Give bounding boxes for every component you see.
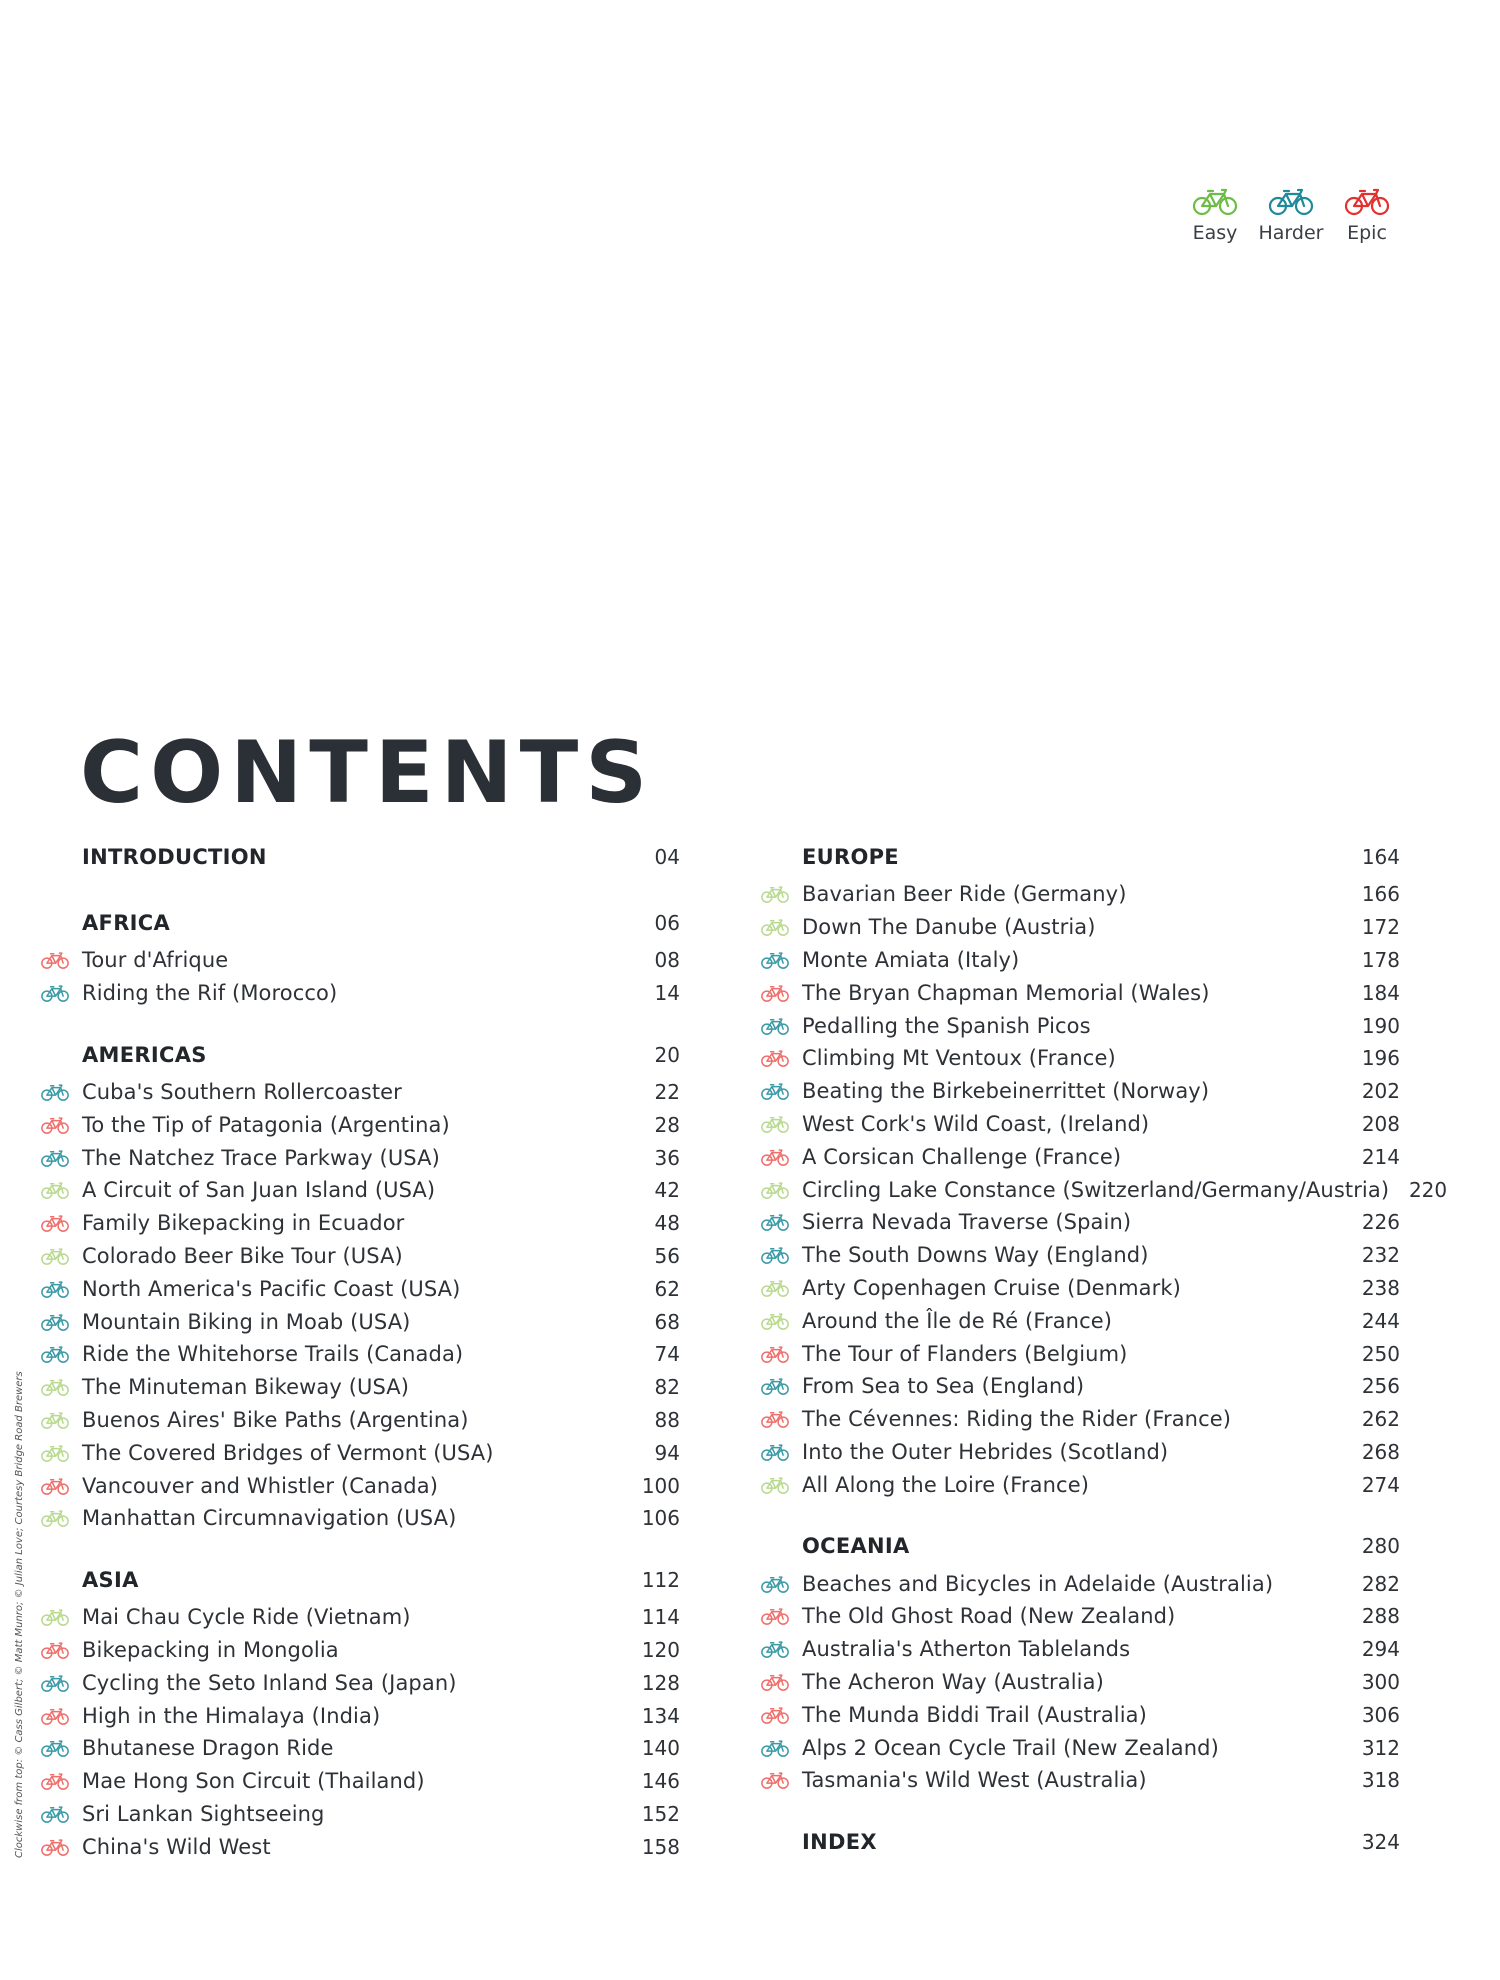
legend-label: Easy	[1192, 222, 1238, 244]
page-number: 226	[1361, 1210, 1400, 1235]
page-number: 214	[1361, 1144, 1400, 1169]
toc-entry[interactable]	[40, 1502, 680, 1535]
easy-bike-icon	[760, 884, 790, 904]
entry-title: Family Bikepacking in Ecuador	[82, 1211, 405, 1236]
page-number: 04	[654, 845, 680, 869]
page-number: 48	[654, 1211, 680, 1236]
toc-entry[interactable]	[760, 1666, 1400, 1699]
toc-entry[interactable]	[760, 1764, 1400, 1797]
section-heading[interactable]	[760, 845, 1400, 878]
entry-title: West Cork's Wild Coast, (Ireland)	[802, 1111, 1150, 1136]
section-title: ASIA	[82, 1567, 139, 1592]
easy-bike-icon	[40, 1607, 70, 1627]
entry-title: High in the Himalaya (India)	[82, 1703, 381, 1728]
toc-entry[interactable]	[760, 911, 1400, 944]
difficulty-legend	[1178, 186, 1404, 256]
toc-section	[760, 1534, 1400, 1797]
epic-bike-icon	[760, 1672, 790, 1692]
page-number: 146	[641, 1769, 680, 1794]
section-heading[interactable]	[760, 1534, 1400, 1567]
epic-bike-icon	[760, 1606, 790, 1626]
toc-entry[interactable]	[760, 1304, 1400, 1337]
section-heading[interactable]	[760, 1830, 1400, 1863]
legend-harder	[1254, 186, 1328, 256]
entry-title: The Bryan Chapman Memorial (Wales)	[802, 980, 1210, 1005]
entry-title: To the Tip of Patagonia (Argentina)	[82, 1112, 450, 1137]
entry-title: Sierra Nevada Traverse (Spain)	[802, 1210, 1132, 1235]
toc-entry[interactable]	[40, 1469, 680, 1502]
entry-title: Cuba's Southern Rollercoaster	[82, 1079, 402, 1104]
entry-title: The Acheron Way (Australia)	[802, 1669, 1104, 1694]
entry-title: Pedalling the Spanish Picos	[802, 1013, 1091, 1038]
legend-epic	[1330, 186, 1404, 256]
toc-entry[interactable]	[40, 1699, 680, 1732]
entry-title: Tour d'Afrique	[82, 948, 229, 973]
harder-bike-icon	[760, 1639, 790, 1659]
toc-entry[interactable]	[40, 1272, 680, 1305]
easy-bike-icon	[760, 1180, 790, 1200]
toc-entry[interactable]	[40, 1666, 680, 1699]
toc-section	[760, 1830, 1400, 1863]
harder-bike-icon	[760, 950, 790, 970]
page-number: 100	[641, 1473, 680, 1498]
toc-section	[40, 1568, 680, 1863]
entry-title: The South Downs Way (England)	[802, 1243, 1149, 1268]
page-number: 06	[654, 911, 680, 935]
entry-title: The Natchez Trace Parkway (USA)	[82, 1145, 440, 1170]
section-title: INDEX	[802, 1829, 877, 1854]
harder-bike-icon	[40, 983, 70, 1003]
epic-bike-icon	[40, 1213, 70, 1233]
toc-entry[interactable]	[760, 1140, 1400, 1173]
harder-bike-icon	[760, 1212, 790, 1232]
easy-bike-icon	[40, 1246, 70, 1266]
entry-title: The Covered Bridges of Vermont (USA)	[82, 1440, 494, 1465]
page-number: 256	[1361, 1374, 1400, 1399]
toc-entry[interactable]	[760, 944, 1400, 977]
page-number: 250	[1361, 1341, 1400, 1366]
page-number: 112	[641, 1567, 680, 1592]
page-number: 244	[1361, 1308, 1400, 1333]
photo-credit: Clockwise from top: © Cass Gilbert; © Matt Munro; © Julian Love; Courtesy Bridge Road Brewers	[14, 1371, 25, 1858]
toc-entry[interactable]	[40, 1601, 680, 1634]
toc-entry[interactable]	[760, 1173, 1448, 1206]
page-number: 22	[654, 1079, 680, 1104]
legend-label: Harder	[1258, 222, 1324, 244]
page-number: 268	[1361, 1439, 1400, 1464]
section-heading[interactable]	[40, 911, 680, 944]
toc-entry[interactable]	[760, 1042, 1400, 1075]
harder-bike-icon	[760, 1081, 790, 1101]
easy-bike-icon	[40, 1410, 70, 1430]
page-number: 88	[654, 1407, 680, 1432]
toc-section	[760, 845, 1448, 1501]
entry-title: A Circuit of San Juan Island (USA)	[82, 1178, 436, 1203]
section-title: EUROPE	[802, 845, 899, 869]
harder-bike-icon	[760, 1245, 790, 1265]
page-number: 294	[1361, 1637, 1400, 1662]
toc-section	[40, 845, 680, 878]
entry-title: Monte Amiata (Italy)	[802, 947, 1020, 972]
toc-entry[interactable]	[40, 1404, 680, 1437]
entry-title: Mai Chau Cycle Ride (Vietnam)	[82, 1605, 411, 1630]
toc-entry[interactable]	[760, 976, 1400, 1009]
entry-title: Sri Lankan Sightseeing	[82, 1801, 325, 1826]
section-title: OCEANIA	[802, 1534, 910, 1559]
harder-bike-icon	[760, 1442, 790, 1462]
entry-title: Around the Île de Ré (France)	[802, 1308, 1113, 1333]
toc-entry[interactable]	[40, 1732, 680, 1765]
page-number: 164	[1361, 845, 1400, 869]
epic-bike-icon	[760, 1705, 790, 1725]
entry-title: Riding the Rif (Morocco)	[82, 981, 338, 1006]
easy-bike-icon	[760, 1278, 790, 1298]
entry-title: The Tour of Flanders (Belgium)	[802, 1341, 1128, 1366]
entry-title: Beating the Birkebeinerrittet (Norway)	[802, 1079, 1210, 1104]
epic-bike-icon	[40, 1476, 70, 1496]
page-number: 114	[641, 1605, 680, 1630]
section-title: AFRICA	[82, 911, 171, 935]
page-number: 74	[654, 1342, 680, 1367]
epic-bike-icon	[760, 1147, 790, 1167]
legend-easy	[1178, 186, 1252, 256]
page-number: 134	[641, 1703, 680, 1728]
toc-entry[interactable]	[40, 1174, 680, 1207]
page-number: 306	[1361, 1702, 1400, 1727]
epic-bike-icon	[760, 1344, 790, 1364]
harder-bike-icon	[760, 1738, 790, 1758]
easy-bike-icon	[40, 1377, 70, 1397]
epic-bike-icon	[40, 1771, 70, 1791]
epic-bike-icon	[760, 1409, 790, 1429]
section-heading[interactable]	[40, 845, 680, 878]
easy-bike-icon	[760, 1114, 790, 1134]
contents-column-left	[40, 845, 680, 1896]
legend-label: Epic	[1347, 222, 1387, 244]
epic-bike-icon	[40, 950, 70, 970]
entry-title: Manhattan Circumnavigation (USA)	[82, 1506, 457, 1531]
entry-title: Climbing Mt Ventoux (France)	[802, 1046, 1116, 1071]
page-number: 178	[1361, 947, 1400, 972]
entry-title: Mae Hong Son Circuit (Thailand)	[82, 1769, 425, 1794]
toc-entry[interactable]	[760, 1009, 1400, 1042]
toc-entry[interactable]	[760, 1239, 1400, 1272]
page-number: 282	[1361, 1571, 1400, 1596]
page-number: 158	[641, 1834, 680, 1859]
entry-title: Cycling the Seto Inland Sea (Japan)	[82, 1670, 457, 1695]
toc-entry[interactable]	[40, 1338, 680, 1371]
page-number: 166	[1361, 882, 1400, 907]
toc-entry[interactable]	[760, 1075, 1400, 1108]
epic-bike-icon	[40, 1115, 70, 1135]
entry-title: Circling Lake Constance (Switzerland/Germany/Austria)	[802, 1177, 1390, 1202]
epic-bike-icon	[40, 1640, 70, 1660]
page-number: 262	[1361, 1407, 1400, 1432]
toc-entry[interactable]	[40, 1634, 680, 1667]
harder-bike-icon	[40, 1673, 70, 1693]
toc-entry[interactable]	[40, 1830, 680, 1863]
toc-entry[interactable]	[760, 1698, 1400, 1731]
harder-bike-icon	[40, 1738, 70, 1758]
harder-bike-icon	[40, 1312, 70, 1332]
toc-entry[interactable]	[760, 1633, 1400, 1666]
entry-title: Tasmania's Wild West (Australia)	[802, 1768, 1147, 1793]
easy-bike-icon	[760, 1311, 790, 1331]
page-number: 288	[1361, 1604, 1400, 1629]
epic-bike-icon	[40, 1706, 70, 1726]
page-number: 42	[654, 1178, 680, 1203]
toc-entry[interactable]	[40, 977, 680, 1010]
toc-entry[interactable]	[40, 1305, 680, 1338]
page-number: 220	[1408, 1177, 1448, 1202]
toc-entry[interactable]	[760, 878, 1400, 911]
page-number: 196	[1361, 1046, 1400, 1071]
toc-entry[interactable]	[760, 1567, 1400, 1600]
contents-column-right	[760, 845, 1448, 1896]
entry-title: The Cévennes: Riding the Rider (France)	[802, 1407, 1232, 1432]
epic-bike-icon	[760, 1770, 790, 1790]
harder-bike-icon	[40, 1148, 70, 1168]
harder-bike-icon	[40, 1279, 70, 1299]
page-number: 56	[654, 1243, 680, 1268]
toc-entry[interactable]	[40, 1765, 680, 1798]
entry-title: From Sea to Sea (England)	[802, 1374, 1085, 1399]
entry-title: Alps 2 Ocean Cycle Trail (New Zealand)	[802, 1735, 1219, 1760]
easy-bike-icon	[40, 1443, 70, 1463]
page-number: 324	[1361, 1829, 1400, 1854]
entry-title: Bavarian Beer Ride (Germany)	[802, 882, 1127, 907]
toc-entry[interactable]	[760, 1468, 1400, 1501]
entry-title: Bikepacking in Mongolia	[82, 1637, 339, 1662]
harder-bike-icon	[40, 1804, 70, 1824]
entry-title: Beaches and Bicycles in Adelaide (Australia)	[802, 1571, 1274, 1596]
page-number: 82	[654, 1375, 680, 1400]
page-number: 208	[1361, 1111, 1400, 1136]
entry-title: Australia's Atherton Tablelands	[802, 1637, 1131, 1662]
page-number: 312	[1361, 1735, 1400, 1760]
page-number: 08	[654, 948, 680, 973]
section-title: INTRODUCTION	[82, 845, 267, 869]
toc-entry[interactable]	[40, 1141, 680, 1174]
toc-entry[interactable]	[40, 1798, 680, 1831]
page-number: 68	[654, 1309, 680, 1334]
toc-entry[interactable]	[760, 1731, 1400, 1764]
page-number: 300	[1361, 1669, 1400, 1694]
easy-bike-icon	[760, 1475, 790, 1495]
page-number: 184	[1361, 980, 1400, 1005]
easy-bike-icon	[40, 1508, 70, 1528]
harder-bike-icon	[760, 1016, 790, 1036]
toc-entry[interactable]	[760, 1206, 1400, 1239]
entry-title: Down The Danube (Austria)	[802, 915, 1096, 940]
page-number: 128	[641, 1670, 680, 1695]
page-number: 120	[641, 1637, 680, 1662]
toc-entry[interactable]	[40, 1207, 680, 1240]
page-number: 280	[1361, 1534, 1400, 1559]
entry-title: North America's Pacific Coast (USA)	[82, 1276, 461, 1301]
toc-entry[interactable]	[40, 1240, 680, 1273]
page-number: 14	[654, 981, 680, 1006]
toc-entry[interactable]	[760, 1337, 1400, 1370]
section-heading[interactable]	[40, 1568, 680, 1601]
harder-bike-icon	[40, 1082, 70, 1102]
toc-entry[interactable]	[760, 1403, 1400, 1436]
entry-title: Ride the Whitehorse Trails (Canada)	[82, 1342, 464, 1367]
bike-icon	[1267, 186, 1315, 216]
harder-bike-icon	[760, 1376, 790, 1396]
page-number: 172	[1361, 915, 1400, 940]
page-number: 36	[654, 1145, 680, 1170]
page-number: 106	[641, 1506, 680, 1531]
entry-title: The Old Ghost Road (New Zealand)	[802, 1604, 1176, 1629]
page-number: 202	[1361, 1079, 1400, 1104]
entry-title: Colorado Beer Bike Tour (USA)	[82, 1243, 403, 1268]
entry-title: Vancouver and Whistler (Canada)	[82, 1473, 438, 1498]
page-number: 274	[1361, 1472, 1400, 1497]
entry-title: China's Wild West	[82, 1834, 271, 1859]
toc-entry[interactable]	[40, 1436, 680, 1469]
toc-entry[interactable]	[40, 1108, 680, 1141]
entry-title: Arty Copenhagen Cruise (Denmark)	[802, 1275, 1181, 1300]
page-number: 190	[1361, 1013, 1400, 1038]
harder-bike-icon	[40, 1344, 70, 1364]
toc-entry[interactable]	[760, 1600, 1400, 1633]
page-title: CONTENTS	[80, 723, 655, 823]
toc-section	[40, 1043, 680, 1535]
toc-entry[interactable]	[760, 1370, 1400, 1403]
entry-title: Buenos Aires' Bike Paths (Argentina)	[82, 1407, 469, 1432]
harder-bike-icon	[760, 1574, 790, 1594]
toc-entry[interactable]	[40, 944, 680, 977]
page-number: 28	[654, 1112, 680, 1137]
toc-entry[interactable]	[40, 1076, 680, 1109]
page-number: 20	[654, 1042, 680, 1067]
toc-entry[interactable]	[760, 1108, 1400, 1141]
entry-title: Bhutanese Dragon Ride	[82, 1736, 334, 1761]
easy-bike-icon	[40, 1180, 70, 1200]
entry-title: All Along the Loire (France)	[802, 1472, 1090, 1497]
page-number: 94	[654, 1440, 680, 1465]
entry-title: Mountain Biking in Moab (USA)	[82, 1309, 411, 1334]
epic-bike-icon	[40, 1837, 70, 1857]
page-number: 318	[1361, 1768, 1400, 1793]
easy-bike-icon	[760, 917, 790, 937]
toc-entry[interactable]	[40, 1371, 680, 1404]
entry-title: Into the Outer Hebrides (Scotland)	[802, 1439, 1169, 1464]
section-heading[interactable]	[40, 1043, 680, 1076]
epic-bike-icon	[760, 983, 790, 1003]
toc-section	[40, 911, 680, 1010]
page-number: 62	[654, 1276, 680, 1301]
page-number: 140	[641, 1736, 680, 1761]
bike-icon	[1343, 186, 1391, 216]
entry-title: A Corsican Challenge (France)	[802, 1144, 1122, 1169]
entry-title: The Minuteman Bikeway (USA)	[82, 1375, 410, 1400]
page-number: 232	[1361, 1243, 1400, 1268]
section-title: AMERICAS	[82, 1042, 207, 1067]
page-number: 238	[1361, 1275, 1400, 1300]
toc-entry[interactable]	[760, 1272, 1400, 1305]
epic-bike-icon	[760, 1048, 790, 1068]
toc-entry[interactable]	[760, 1436, 1400, 1469]
entry-title: The Munda Biddi Trail (Australia)	[802, 1702, 1147, 1727]
page-number: 152	[641, 1801, 680, 1826]
bike-icon	[1191, 186, 1239, 216]
